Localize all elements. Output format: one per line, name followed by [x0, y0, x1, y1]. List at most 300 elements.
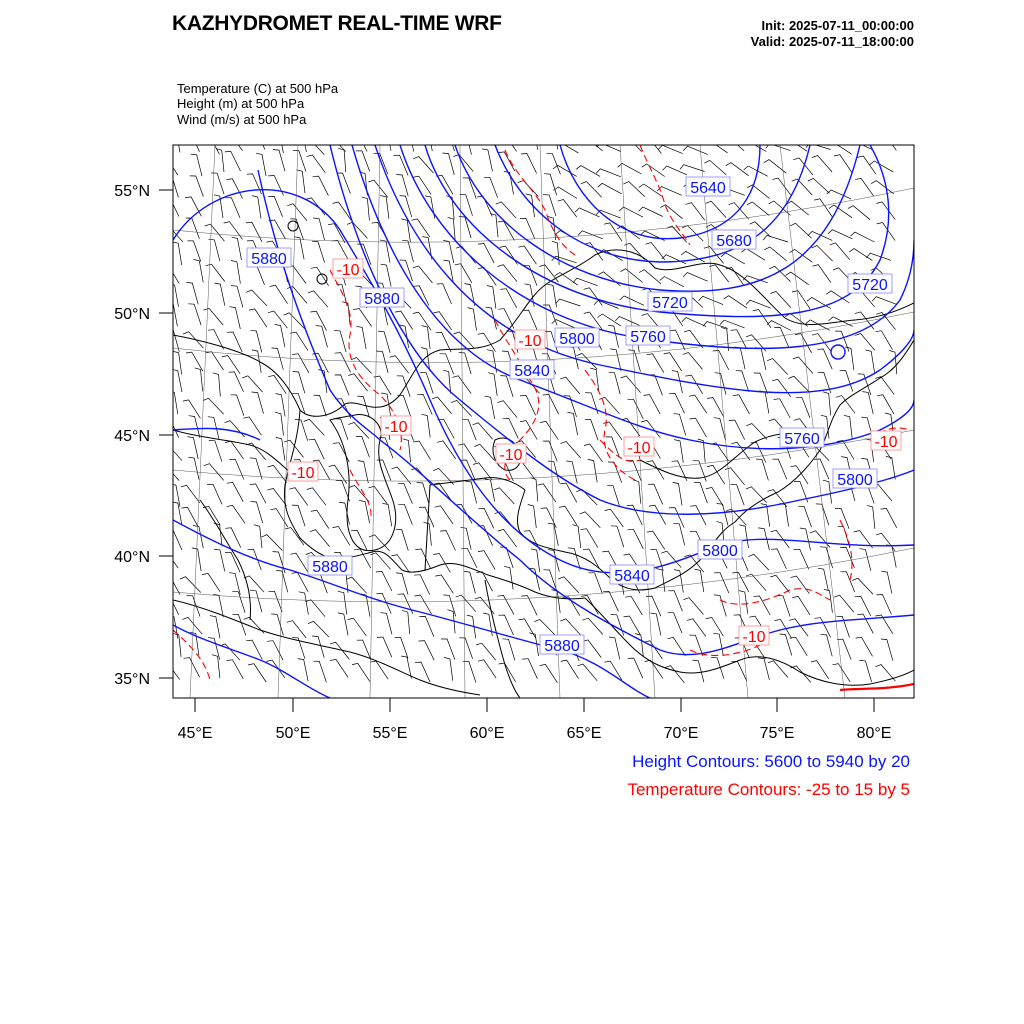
wind-barb: [248, 664, 266, 682]
wind-barb: [233, 614, 246, 635]
wind-barb: [553, 165, 577, 176]
height-label: 5640: [690, 180, 726, 197]
wind-barb: [518, 246, 536, 264]
wind-barb: [394, 155, 409, 175]
wind-barb: [352, 663, 370, 681]
wind-barb: [382, 503, 391, 526]
wind-barb: [462, 420, 476, 441]
wind-barb: [876, 202, 895, 220]
wind-barb: [807, 297, 831, 308]
wind-barb: [160, 550, 179, 568]
wind-barb: [732, 572, 748, 591]
wind-barb: [680, 165, 705, 172]
wind-barb: [733, 395, 750, 414]
wind-barb: [554, 187, 578, 199]
wind-barb: [390, 356, 409, 374]
wind-barb: [351, 530, 367, 550]
wind-barb: [621, 136, 642, 152]
wind-barb: [195, 368, 203, 392]
wind-barb: [268, 176, 283, 196]
wind-barb: [207, 484, 222, 504]
wind-barb: [229, 307, 240, 329]
x-tick-label: 50°E: [275, 725, 311, 742]
wind-barb: [171, 129, 180, 152]
wind-barb: [736, 371, 749, 392]
wind-barb: [443, 241, 454, 263]
wind-barb: [348, 422, 369, 438]
wind-barb: [820, 547, 833, 568]
wind-barb: [252, 392, 264, 414]
wind-barb: [855, 334, 875, 351]
wind-barb: [392, 467, 412, 484]
wind-barb: [521, 154, 537, 174]
wind-barb: [225, 528, 241, 548]
wind-barb: [184, 132, 199, 152]
wind-barb: [734, 347, 745, 369]
wind-barb: [335, 419, 348, 440]
wind-barb: [552, 241, 560, 265]
wind-barb: [813, 265, 831, 283]
wind-barb: [443, 153, 455, 175]
wind-barb: [267, 641, 283, 661]
wind-barb: [163, 595, 179, 615]
wind-barb: [549, 126, 557, 149]
wind-barb: [647, 354, 664, 373]
wind-barb: [759, 391, 769, 414]
wind-barb: [395, 638, 408, 659]
wind-barb: [544, 570, 557, 591]
wind-barb: [543, 195, 556, 216]
wind-barb: [668, 591, 682, 611]
wind-barb: [627, 529, 643, 549]
wind-barb: [572, 525, 581, 548]
wind-barb: [413, 441, 430, 460]
wind-barb: [755, 348, 766, 371]
wind-barb: [433, 312, 451, 330]
wind-barb: [242, 376, 262, 392]
height-label: 5680: [716, 233, 752, 250]
wind-barb: [639, 207, 663, 217]
wind-barb: [270, 285, 288, 303]
wind-barb: [823, 392, 831, 416]
height-contours-legend: Height Contours: 5600 to 5940 by 20: [632, 752, 910, 771]
wind-barb: [836, 616, 849, 637]
wind-barb: [692, 660, 704, 682]
wind-barb: [560, 442, 580, 459]
wind-barb: [304, 139, 325, 155]
wind-barb: [330, 659, 348, 677]
wind-barb: [187, 241, 200, 262]
wind-barb: [673, 414, 685, 436]
wind-barb: [484, 177, 498, 198]
wind-barb: [256, 153, 266, 176]
wind-barb: [244, 617, 265, 633]
wind-barb: [356, 151, 370, 172]
wind-barb: [412, 219, 430, 237]
wind-barb: [225, 552, 240, 572]
wind-barb: [504, 566, 513, 589]
temperature-label: -10: [742, 629, 766, 646]
wind-barb: [443, 595, 455, 617]
wind-barb: [746, 300, 771, 308]
wind-barb: [649, 505, 666, 524]
wind-barb: [560, 619, 580, 635]
wind-barb: [293, 372, 305, 394]
wind-barb: [663, 166, 687, 175]
wind-barb: [617, 226, 640, 239]
wind-barb: [297, 170, 306, 193]
wind-barb: [498, 221, 515, 240]
wind-barb: [358, 461, 369, 484]
wind-barb: [780, 503, 789, 526]
wind-barb: [611, 526, 624, 547]
wind-barb: [690, 506, 706, 526]
wind-barb: [459, 353, 471, 375]
wind-barb: [377, 637, 392, 657]
wind-barb: [704, 160, 726, 175]
wind-barb: [674, 440, 683, 463]
wind-barb: [227, 505, 245, 523]
wind-barb: [398, 594, 413, 614]
y-tick-label: 35°N: [114, 671, 150, 688]
wind-barb: [181, 485, 200, 503]
wind-barb: [187, 437, 198, 459]
wind-barb: [402, 240, 414, 262]
wind-barb: [830, 243, 850, 260]
wind-barb: [433, 554, 450, 573]
wind-barb: [478, 551, 495, 570]
wind-barb: [829, 205, 852, 218]
wind-barb: [246, 222, 262, 242]
wind-barb: [460, 527, 471, 549]
wind-barb: [731, 485, 745, 506]
wind-barb: [881, 508, 897, 527]
wind-barb: [397, 395, 410, 416]
wind-barb: [487, 350, 497, 373]
wind-barb: [204, 464, 224, 481]
wind-barb: [503, 639, 515, 661]
wind-barb: [713, 350, 729, 370]
wind-barb: [605, 509, 624, 527]
wind-barb: [497, 595, 514, 614]
wind-barb: [666, 226, 686, 242]
wind-barb: [224, 222, 243, 240]
wind-barb: [417, 483, 429, 505]
wind-barb: [463, 178, 477, 199]
wind-barb: [336, 481, 350, 502]
wind-barb: [867, 505, 875, 529]
wind-barb: [332, 240, 349, 259]
wind-barb: [203, 507, 220, 526]
wind-barb: [558, 577, 579, 593]
wind-barb: [793, 357, 813, 374]
wind-barb: [540, 421, 558, 439]
wind-barb: [529, 568, 540, 590]
wind-barb: [413, 312, 431, 330]
wind-barb: [814, 459, 829, 479]
wind-barb: [250, 590, 262, 612]
x-tick-label: 70°E: [663, 725, 699, 742]
wind-barb: [187, 596, 200, 617]
wind-barb: [582, 640, 601, 658]
wind-barb: [780, 634, 792, 656]
wind-barb: [808, 178, 830, 193]
wind-barb: [585, 393, 598, 414]
height-label: 5720: [652, 295, 688, 312]
wind-barb: [585, 419, 598, 440]
wind-barb: [435, 575, 453, 593]
wind-barb: [414, 575, 430, 595]
wind-barb: [183, 400, 201, 419]
wind-barb: [552, 256, 577, 263]
wind-barb: [214, 283, 224, 306]
wind-barb: [169, 284, 179, 307]
wind-barb: [695, 569, 704, 592]
wind-barb: [225, 421, 245, 437]
wind-barb: [313, 176, 329, 196]
wind-barb: [683, 273, 707, 282]
x-tick-label: 75°E: [759, 725, 795, 742]
wind-barb: [816, 504, 829, 525]
wind-barb: [216, 149, 224, 172]
wind-barb: [499, 615, 514, 635]
wind-barb: [170, 484, 180, 507]
wind-barb: [576, 166, 600, 177]
wind-barb: [359, 501, 369, 524]
wind-barb: [415, 549, 430, 569]
wind-barb: [267, 488, 286, 506]
wind-barb: [269, 591, 283, 612]
y-tick-label: 45°N: [114, 428, 150, 445]
wind-barb: [276, 437, 285, 460]
wind-barb: [206, 352, 224, 370]
wind-barb: [699, 296, 724, 304]
wind-barb: [746, 424, 767, 440]
temperature-contour-labels: [288, 259, 901, 646]
wind-barb: [713, 633, 723, 656]
wind-barb: [723, 136, 745, 151]
wind-barb: [707, 398, 724, 417]
wind-barb: [840, 572, 854, 592]
wind-barb: [566, 461, 577, 483]
wind-barb: [790, 637, 808, 656]
wind-barb: [485, 396, 495, 419]
wind-barb: [284, 313, 305, 329]
wind-barb: [524, 284, 534, 307]
wind-barb: [660, 277, 684, 287]
wind-barb: [413, 176, 431, 194]
wind-barb: [335, 353, 351, 373]
wind-barb: [765, 247, 787, 261]
wind-barb: [731, 330, 747, 350]
wind-barb: [777, 596, 790, 617]
wind-barb: [872, 297, 897, 305]
wind-barb: [254, 525, 262, 548]
wind-barb: [835, 331, 849, 352]
wind-barb: [294, 237, 304, 260]
wind-barb: [683, 146, 708, 154]
wind-barb: [498, 265, 517, 282]
wind-barb: [881, 639, 893, 661]
height-label: 5880: [312, 559, 348, 576]
wind-barb: [191, 154, 202, 176]
wind-barb: [748, 554, 769, 570]
height-label: 5760: [784, 431, 820, 448]
wind-barb: [817, 349, 832, 369]
wind-barb: [520, 218, 535, 238]
wind-barb: [298, 659, 308, 682]
wind-barb: [758, 658, 769, 680]
wind-barb: [767, 321, 791, 331]
wind-barb: [772, 178, 791, 196]
wind-barb: [359, 172, 367, 195]
wind-barb: [857, 156, 875, 174]
wind-barb: [556, 299, 581, 306]
wind-barb: [182, 507, 199, 526]
wind-barb: [520, 396, 536, 416]
wind-barb: [186, 352, 203, 371]
wind-barb: [627, 505, 642, 525]
wind-barb: [581, 529, 598, 548]
wind-barb: [353, 308, 371, 326]
wind-barb: [313, 661, 326, 682]
wind-barb: [338, 613, 348, 636]
wind-barb: [252, 196, 261, 219]
wind-barb: [490, 214, 498, 238]
temperature-label: -10: [518, 333, 542, 350]
wind-barb: [527, 128, 538, 150]
wind-barb: [583, 618, 603, 634]
temperature-label: -10: [384, 419, 408, 436]
y-tick-label: 40°N: [114, 549, 150, 566]
x-tick-label: 60°E: [469, 725, 505, 742]
wind-barb: [456, 595, 476, 612]
height-label: 5880: [251, 251, 287, 268]
wind-barb: [620, 269, 642, 283]
wind-barb: [287, 204, 307, 221]
wind-barb: [876, 331, 893, 350]
map-title: KAZHYDROMET REAL-TIME WRF: [172, 12, 502, 35]
wind-barb: [180, 577, 201, 593]
field-height: Height (m) at 500 hPa: [177, 96, 305, 111]
wind-barb: [271, 614, 283, 636]
wind-barb: [362, 197, 370, 221]
wind-barb: [609, 372, 621, 394]
wind-barb: [714, 573, 729, 593]
wind-barb: [543, 395, 559, 415]
wind-barb: [400, 260, 413, 281]
wind-barb: [225, 151, 241, 171]
wind-barb: [648, 484, 663, 504]
wind-barb: [656, 569, 665, 592]
wind-barb: [794, 549, 809, 569]
wind-barb: [411, 468, 431, 485]
wind-barb: [290, 553, 308, 572]
wind-barb: [580, 512, 601, 528]
y-tick-label: 55°N: [114, 183, 150, 200]
wind-barb: [397, 376, 410, 397]
wind-barb: [395, 311, 413, 330]
wind-barb: [664, 353, 682, 371]
wind-barb: [419, 507, 434, 527]
wind-barb: [307, 155, 326, 173]
wind-barb: [285, 528, 304, 546]
wind-barb: [212, 655, 220, 679]
wind-barb: [609, 637, 620, 659]
wind-barb: [855, 178, 874, 196]
wind-barb: [299, 592, 309, 615]
wind-barb: [162, 444, 182, 461]
wind-barb: [348, 618, 367, 636]
wind-barb: [596, 169, 621, 177]
wind-barb: [229, 459, 244, 479]
wind-barb: [862, 392, 873, 414]
wind-barb: [308, 291, 328, 308]
wind-barb: [272, 348, 284, 370]
wind-barb: [391, 555, 409, 573]
wind-barb: [398, 484, 413, 504]
wind-barb: [786, 201, 808, 215]
height-label: 5880: [544, 638, 580, 655]
wind-barb: [231, 286, 243, 308]
wind-barb: [771, 549, 786, 569]
wind-barb: [774, 399, 791, 418]
wind-barb: [683, 353, 703, 370]
wind-barb: [478, 660, 496, 678]
wind-barb: [522, 659, 537, 679]
wind-barb: [164, 575, 181, 594]
wind-barb: [792, 596, 810, 615]
wind-barb: [465, 481, 476, 503]
wind-barb: [798, 506, 811, 527]
wind-barb: [731, 442, 750, 460]
wind-barb: [647, 531, 665, 549]
wind-barb: [597, 143, 621, 152]
wind-barb: [452, 376, 471, 394]
wind-barb: [338, 591, 347, 614]
wind-barb: [829, 142, 852, 154]
wind-barb: [206, 264, 225, 281]
height-label: 5720: [852, 277, 888, 294]
wind-barb: [850, 232, 874, 242]
wind-barb: [190, 176, 204, 197]
wind-barb: [498, 133, 516, 151]
wind-barb: [857, 614, 873, 633]
wind-barb: [483, 613, 492, 636]
wind-barb: [818, 568, 829, 591]
wind-barb: [338, 148, 346, 172]
wind-barb: [811, 661, 829, 679]
wind-barb: [669, 508, 684, 528]
wind-barb: [859, 549, 870, 571]
wind-barb: [444, 657, 453, 680]
x-tick-label: 80°E: [856, 725, 892, 742]
wind-barb: [304, 419, 325, 435]
wind-barb: [356, 326, 366, 349]
wind-barb: [310, 311, 326, 330]
wind-barb: [460, 133, 471, 155]
wind-barb: [339, 502, 350, 524]
wind-barb: [658, 145, 683, 153]
wind-barb: [486, 307, 497, 329]
wind-barb: [166, 176, 178, 198]
wind-barb: [172, 242, 181, 265]
wind-barb: [227, 482, 243, 501]
x-tick-label: 45°E: [177, 725, 213, 742]
wind-barb: [248, 549, 262, 570]
wind-barb: [413, 286, 429, 306]
wind-barb: [312, 241, 325, 262]
